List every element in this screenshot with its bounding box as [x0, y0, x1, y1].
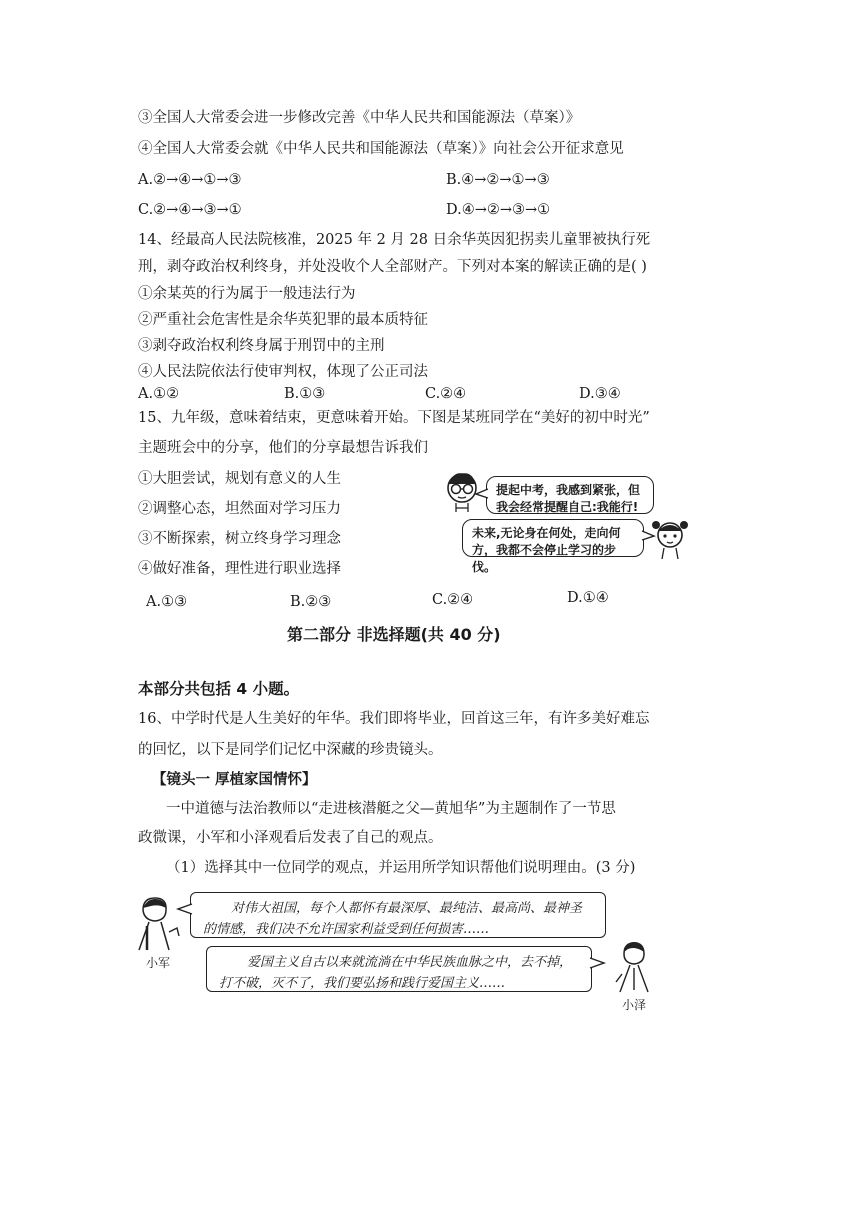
speech-tail-xiaojun-icon	[178, 902, 192, 916]
q14-item-2: ②严重社会危害性是余华英犯罪的最本质特征	[138, 312, 428, 328]
q15-stem-line-1: 15、九年级，意味着结束，更意味着开始。下图是某班同学在“美好的初中时光”	[138, 410, 650, 426]
q15-item-2: ②调整心态，坦然面对学习压力	[138, 501, 341, 517]
q14-option-c: C.②④	[425, 386, 467, 402]
q13-item-3: ③全国人大常委会进一步修改完善《中华人民共和国能源法（草案）》	[138, 110, 581, 126]
speech-bubble-boy: 提起中考，我感到紧张，但我会经常提醒自己:我能行!	[486, 476, 654, 514]
q14-option-b: B.①③	[284, 386, 326, 402]
q14-item-3: ③剥夺政治权利终身属于刑罚中的主刑	[138, 338, 385, 354]
q14-stem-line-2: 刑，剥夺政治权利终身，并处没收个人全部财产。下列对本案的解读正确的是( )	[138, 259, 647, 275]
q16-sub-question-1: （1）选择其中一位同学的观点，并运用所学知识帮他们说明理由。(3 分)	[166, 860, 636, 876]
q14-item-1: ①余某英的行为属于一般违法行为	[138, 286, 356, 302]
q16-paragraph-line-2: 政微课，小军和小泽观看后发表了自己的观点。	[138, 830, 443, 846]
q15-item-3: ③不断探索，树立终身学习理念	[138, 531, 341, 547]
xiaojun-name-label: 小军	[146, 956, 171, 970]
q13-option-d: D.④→②→③→①	[446, 202, 551, 218]
q15-option-a: A.①③	[146, 594, 188, 610]
xiaojun-figure-icon	[133, 896, 181, 952]
speech-bubble-girl: 未来,无论身在何处，走向何方，我都不会停止学习的步伐。	[462, 519, 644, 557]
q16-paragraph-line-1: 一中道德与法治教师以“走进核潜艇之父—黄旭华”为主题制作了一节思	[166, 801, 616, 817]
bubble-tail-left-icon	[476, 488, 488, 500]
speech-tail-xiaoze-icon	[590, 956, 604, 970]
q16-shot-1-heading: 【镜头一 厚植家国情怀】	[152, 772, 317, 788]
q15-stem-line-2: 主题班会中的分享，他们的分享最想告诉我们	[138, 440, 428, 456]
part-2-intro: 本部分共包括 4 小题。	[138, 680, 300, 698]
q16-stem-line-2: 的回忆，以下是同学们记忆中深藏的珍贵镜头。	[138, 742, 443, 758]
q15-option-b: B.②③	[290, 594, 332, 610]
q15-option-d: D.①④	[567, 590, 609, 606]
xiaoze-speech-box: 爱国主义自古以来就流淌在中华民族血脉之中，去不掉，打不破，灭不了，我们要弘扬和践行爱国主义……	[206, 946, 592, 992]
xiaoze-name-label: 小泽	[622, 998, 647, 1012]
q14-option-d: D.③④	[579, 386, 621, 402]
q13-option-b: B.④→②→①→③	[446, 172, 550, 188]
xiaojun-speech-box: 对伟大祖国，每个人都怀有最深厚、最纯洁、最高尚、最神圣的情感，我们决不允许国家利益受到任何损害……	[190, 892, 606, 938]
q13-item-4: ④全国人大常委会就《中华人民共和国能源法（草案）》向社会公开征求意见	[138, 141, 624, 157]
girl-cartoon-icon	[650, 515, 690, 563]
q14-stem-line-1: 14、经最高人民法院核准，2025 年 2 月 28 日余华英因犯拐卖儿童罪被执行死	[138, 232, 651, 248]
q14-option-a: A.①②	[138, 386, 180, 402]
q15-option-c: C.②④	[432, 592, 474, 608]
q13-option-c: C.②→④→③→①	[138, 202, 242, 218]
q15-item-1: ①大胆尝试，规划有意义的人生	[138, 471, 341, 487]
q15-item-4: ④做好准备，理性进行职业选择	[138, 561, 341, 577]
q13-option-a: A.②→④→①→③	[138, 172, 242, 188]
part-2-title: 第二部分 非选择题(共 40 分)	[287, 625, 501, 644]
q16-stem-line-1: 16、中学时代是人生美好的年华。我们即将毕业，回首这三年，有许多美好难忘	[138, 711, 650, 727]
q14-item-4: ④人民法院依法行使审判权，体现了公正司法	[138, 364, 428, 380]
xiaoze-figure-icon	[612, 940, 656, 994]
